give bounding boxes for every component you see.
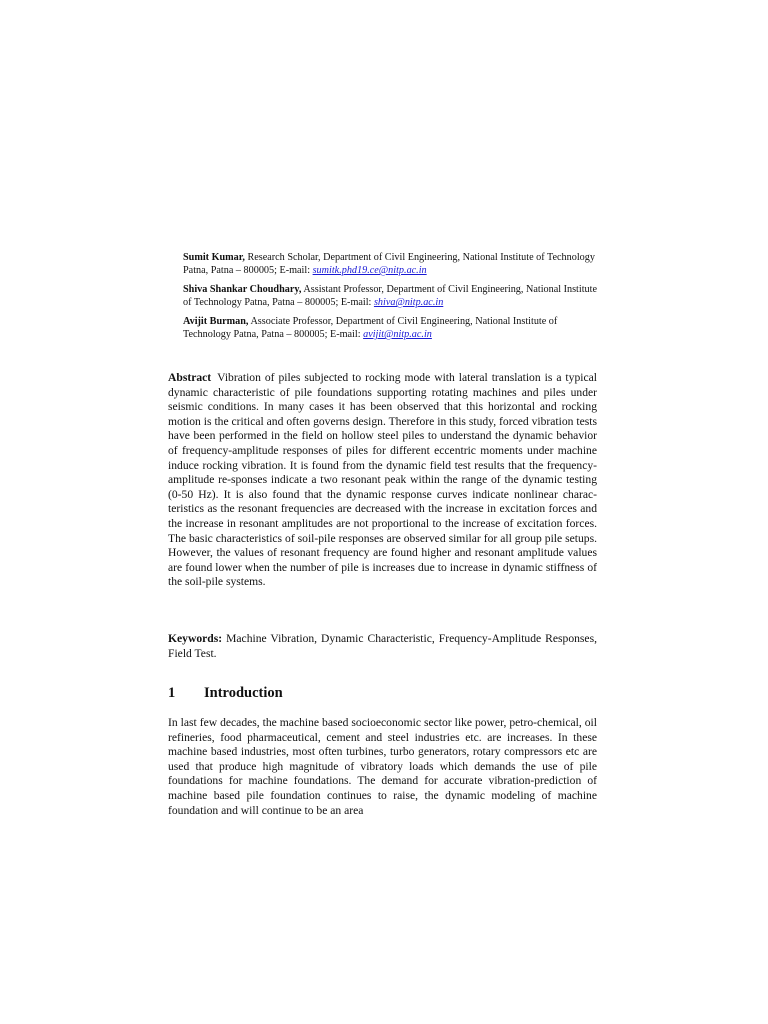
author-entry	[183, 315, 603, 341]
author-entry	[183, 283, 603, 309]
author-email-link[interactable]: sumitk.phd19.ce@nitp.ac.in	[312, 265, 427, 276]
author-name: Sumit Kumar,	[183, 252, 245, 263]
abstract-text: Vibration of piles subjected to rocking mode with lateral translation is a typical dynamic characteristic of pile foundations supporting rotating machines and piles under seismic conditions. In many cases it has been observed that this horizontal and rocking motion is the critical and often governs design. Therefore in this study, forced vibration tests have been performed in the field on hollow steel piles to understand the dynamic behavior of frequency-amplitude responses of piles for different eccentric moments under machine induce rocking vibration. It is found from the dynamic field test results that the frequency-amplitude re-sponses indicate a two resonant peak within the range of the dynamic testing (0-50 Hz). It is also found that the dynamic response curves indicate nonlinear charac-teristics as the resonant frequencies are decreased with the increase in excitation forces and the increase in resonant amplitudes are not proportional to the increase of excitation forces. The basic characteristics of soil-pile responses are observed similar for all group pile setups. However, the values of resonant frequency are found higher and resonant amplitude values are found lower when the number of pile is increases due to increase in dynamic stiffness of the soil-pile systems.	[168, 371, 597, 589]
section-title: Introduction	[204, 685, 283, 701]
section-heading	[168, 685, 283, 702]
author-name: Avijit Burman,	[183, 316, 249, 327]
author-affiliation: Assistant Professor, Department of Civil Engineering, National Institute of Technology Patna, Patna – 800005; E-mail:	[183, 284, 597, 308]
author-entry	[183, 251, 603, 277]
author-affiliation: Research Scholar, Department of Civil Engineering, National Institute of Technology Patna, Patna – 800005; E-mail:	[183, 252, 595, 276]
author-affiliation: Associate Professor, Department of Civil Engineering, National Institute of Technology Patna, Patna – 800005; E-mail:	[183, 316, 558, 340]
author-name: Shiva Shankar Choudhary,	[183, 284, 302, 295]
author-email-link[interactable]: avijit@nitp.ac.in	[363, 329, 432, 340]
keywords-label: Keywords:	[168, 632, 223, 645]
abstract	[168, 371, 597, 590]
author-list	[183, 251, 603, 347]
keywords-text: Machine Vibration, Dynamic Characteristic, Frequency-Amplitude Responses, Field Test.	[168, 632, 597, 660]
author-email-link[interactable]: shiva@nitp.ac.in	[373, 297, 444, 308]
section-number: 1	[168, 685, 176, 701]
abstract-label: Abstract	[168, 371, 212, 384]
keywords	[168, 632, 597, 661]
introduction-paragraph: In last few decades, the machine based socioeconomic sector like power, petro-chemical, oil refineries, food pharmaceutical, cement and steel industries etc. are increases. In these machine based industries, most often turbines, turbo generators, rotary compressors etc are used that produce high magnitude of vibratory loads which demands the use of pile foundations for machine foundations. The demand for accurate vibration-prediction of machine based pile foundation continues to raise, the dynamic modeling of machine foundation and will continue to be an area	[168, 716, 597, 817]
